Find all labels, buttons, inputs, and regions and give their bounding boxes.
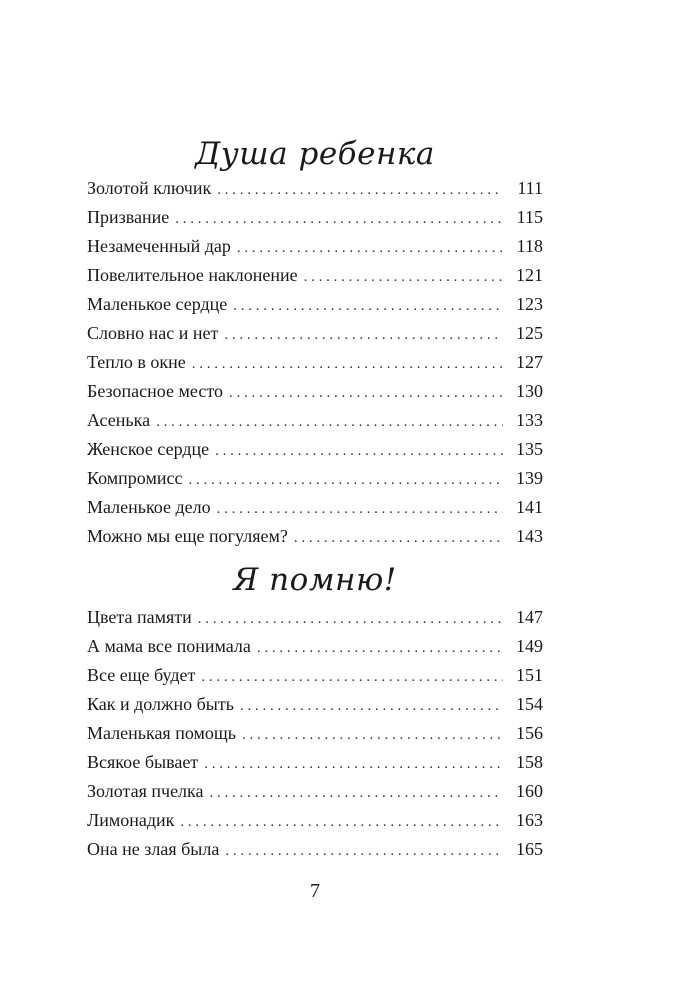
entry-title: Безопасное место [87, 381, 223, 401]
entry-page-number: 133 [516, 410, 543, 430]
entry-page-number: 111 [517, 178, 543, 198]
section-title: Я помню! [233, 562, 397, 598]
toc-entry [87, 493, 543, 522]
toc-entry [87, 719, 543, 748]
dot-leader [237, 234, 503, 263]
entry-page-number: 130 [516, 381, 543, 401]
entry-page-number: 147 [516, 607, 543, 627]
entry-title: Повелительное наклонение [87, 265, 298, 285]
dot-leader [229, 379, 503, 408]
entry-page-number: 125 [516, 323, 543, 343]
toc-entry [87, 377, 543, 406]
entry-page-number: 139 [516, 468, 543, 488]
toc-entry [87, 603, 543, 632]
entry-page-number: 118 [516, 236, 543, 256]
section-title: Душа ребенка [195, 136, 435, 172]
entry-title: Незамеченный дар [87, 236, 231, 256]
toc-entry [87, 232, 543, 261]
toc-entry [87, 777, 543, 806]
entry-page-number: 149 [516, 636, 543, 656]
entry-page-number: 127 [516, 352, 543, 372]
dot-leader [215, 437, 503, 466]
entry-title: Женское сердце [87, 439, 210, 459]
dot-leader [225, 837, 503, 866]
dot-leader [224, 321, 503, 350]
dot-leader [180, 808, 503, 837]
toc-entry [87, 261, 543, 290]
dot-leader [233, 292, 503, 321]
toc-entry [87, 348, 543, 377]
dot-leader [217, 176, 503, 205]
entry-page-number: 160 [516, 781, 543, 801]
entry-page-number: 121 [516, 265, 543, 285]
entry-page-number: 115 [516, 207, 543, 227]
dot-leader [210, 779, 504, 808]
toc-entry [87, 406, 543, 435]
dot-leader [204, 750, 503, 779]
entry-title: Компромисс [87, 468, 183, 488]
toc-entry [87, 290, 543, 319]
entry-page-number: 163 [516, 810, 543, 830]
entry-title: Она не злая была [87, 839, 220, 859]
entry-title: Маленькое дело [87, 497, 211, 517]
entry-page-number: 165 [516, 839, 543, 859]
entry-page-number: 156 [516, 723, 543, 743]
entry-title: Словно нас и нет [87, 323, 219, 343]
entry-title: Золотая пчелка [87, 781, 204, 801]
entry-title: Золотой ключик [87, 178, 212, 198]
toc-entry [87, 203, 543, 232]
dot-leader [156, 408, 503, 437]
entry-page-number: 141 [516, 497, 543, 517]
toc-entry [87, 661, 543, 690]
dot-leader [175, 205, 503, 234]
entry-title: Цвета памяти [87, 607, 192, 627]
entry-title: Призвание [87, 207, 170, 227]
toc-page [87, 0, 543, 1000]
entry-page-number: 135 [516, 439, 543, 459]
entry-page-number: 151 [516, 665, 543, 685]
toc-entry [87, 319, 543, 348]
toc-list [87, 174, 543, 551]
entry-title: Маленькая помощь [87, 723, 236, 743]
dot-leader [192, 350, 503, 379]
dot-leader [294, 524, 503, 553]
toc-entry [87, 174, 543, 203]
toc-entry [87, 435, 543, 464]
entry-title: Тепло в окне [87, 352, 186, 372]
dot-leader [257, 634, 503, 663]
entry-title: Асенька [87, 410, 151, 430]
dot-leader [304, 263, 503, 292]
dot-leader [198, 605, 503, 634]
dot-leader [217, 495, 503, 524]
toc-list [87, 603, 543, 864]
toc-entry [87, 690, 543, 719]
entry-title: Как и должно быть [87, 694, 234, 714]
toc-entry [87, 835, 543, 864]
entry-title: Можно мы еще погуляем? [87, 526, 288, 546]
dot-leader [240, 692, 503, 721]
toc-entry [87, 806, 543, 835]
dot-leader [188, 466, 503, 495]
toc-entry [87, 632, 543, 661]
entry-page-number: 154 [516, 694, 543, 714]
entry-title: Лимонадик [87, 810, 175, 830]
dot-leader [242, 721, 503, 750]
toc-entry [87, 522, 543, 551]
entry-title: Все еще будет [87, 665, 196, 685]
entry-title: Всякое бывает [87, 752, 199, 772]
entry-page-number: 158 [516, 752, 543, 772]
toc-entry [87, 748, 543, 777]
toc-entry [87, 464, 543, 493]
entry-page-number: 143 [516, 526, 543, 546]
entry-title: Маленькое сердце [87, 294, 228, 314]
entry-page-number: 123 [516, 294, 543, 314]
page-number: 7 [310, 880, 320, 902]
dot-leader [201, 663, 503, 692]
entry-title: А мама все понимала [87, 636, 251, 656]
